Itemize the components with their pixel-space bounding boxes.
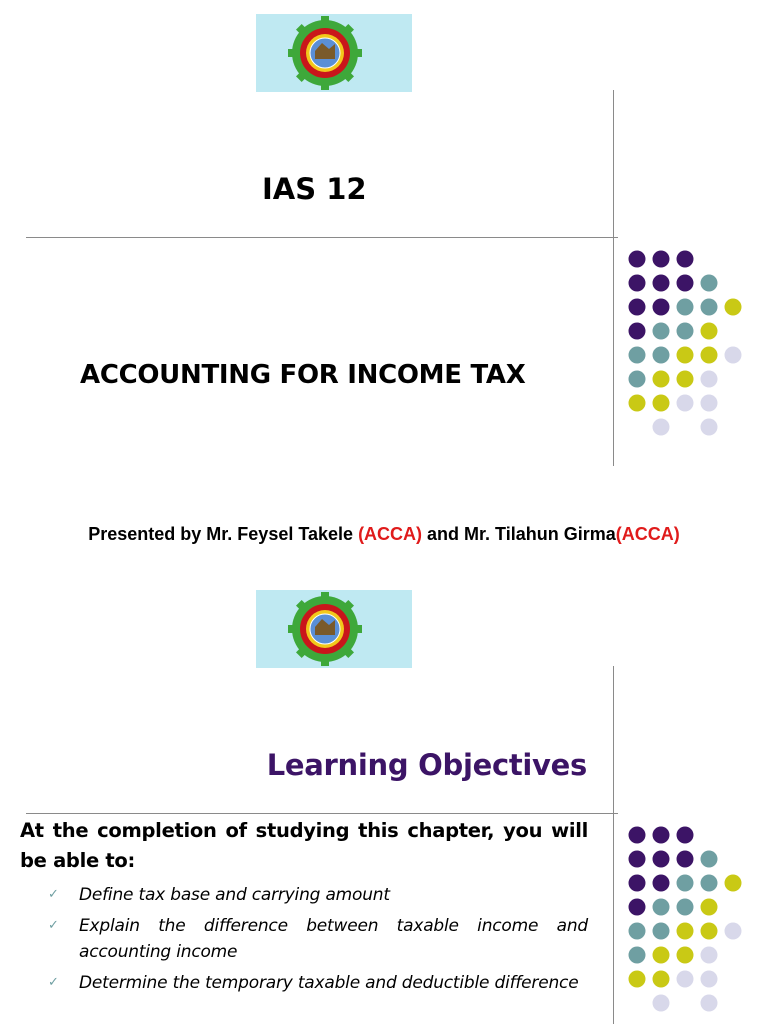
decorative-dot: [653, 251, 670, 268]
decorative-dot: [629, 299, 646, 316]
decorative-dot: [677, 323, 694, 340]
decorative-dot: [725, 923, 742, 940]
decorative-dot: [653, 899, 670, 916]
dot-grid-graphic: [626, 250, 756, 440]
decorative-dot: [629, 371, 646, 388]
checkmark-icon: ✓: [48, 887, 59, 902]
horizontal-divider: [26, 237, 618, 238]
dot-grid-graphic: [626, 826, 756, 1016]
decorative-dot: [677, 275, 694, 292]
horizontal-divider: [26, 813, 618, 814]
decorative-dot: [701, 299, 718, 316]
decorative-dot: [677, 827, 694, 844]
decorative-dot: [701, 995, 718, 1012]
decorative-dot: [629, 827, 646, 844]
presenter-credential-2: (ACCA): [615, 524, 680, 544]
intro-paragraph: At the completion of studying this chapter, you will be able to:: [20, 819, 588, 872]
decorative-dot: [701, 275, 718, 292]
decorative-dot: [629, 251, 646, 268]
decorative-dot: [701, 971, 718, 988]
institution-logo: [256, 14, 412, 92]
decorative-dot: [677, 371, 694, 388]
presenter-middle: and Mr. Tilahun Girma: [422, 524, 616, 544]
slide-title: IAS 12: [262, 172, 367, 206]
decorative-dot: [677, 347, 694, 364]
decorative-dot: [629, 947, 646, 964]
decorative-dot: [677, 251, 694, 268]
decorative-dot: [701, 419, 718, 436]
decorative-dot: [653, 371, 670, 388]
decorative-dot: [629, 323, 646, 340]
decorative-dot: [701, 347, 718, 364]
vertical-divider: [613, 666, 614, 1024]
decorative-dot: [653, 971, 670, 988]
list-item: [48, 913, 588, 965]
list-item: [48, 970, 588, 996]
decorative-dot: [677, 299, 694, 316]
decorative-dot: [653, 875, 670, 892]
decorative-dot: [677, 875, 694, 892]
decorative-dot: [653, 347, 670, 364]
decorative-dot: [677, 899, 694, 916]
slide-heading: Learning Objectives: [266, 748, 587, 782]
decorative-dot: [701, 923, 718, 940]
learning-objectives-slide: [0, 580, 768, 1024]
decorative-dot: [653, 851, 670, 868]
list-item: [48, 882, 588, 908]
decorative-dot: [629, 395, 646, 412]
decorative-dot: [629, 347, 646, 364]
decorative-dot: [677, 971, 694, 988]
decorative-dot: [629, 899, 646, 916]
decorative-dot: [677, 851, 694, 868]
presenter-credential-1: (ACCA): [358, 524, 423, 544]
decorative-dot: [701, 395, 718, 412]
decorative-dot: [653, 395, 670, 412]
decorative-dot: [653, 923, 670, 940]
decorative-dot: [629, 851, 646, 868]
decorative-dot: [629, 923, 646, 940]
decorative-dot: [725, 875, 742, 892]
decorative-dot: [653, 419, 670, 436]
decorative-dot: [629, 875, 646, 892]
decorative-dot: [653, 275, 670, 292]
institution-logo: [256, 590, 412, 668]
objective-text: Define tax base and carrying amount: [79, 885, 390, 905]
decorative-dot: [653, 995, 670, 1012]
checkmark-icon: ✓: [48, 918, 59, 933]
objective-text: Determine the temporary taxable and deductible difference: [79, 973, 579, 993]
decorative-dot: [701, 851, 718, 868]
decorative-dot: [629, 275, 646, 292]
slide-subtitle: ACCOUNTING FOR INCOME TAX: [80, 360, 526, 390]
decorative-dot: [677, 923, 694, 940]
decorative-dot: [629, 971, 646, 988]
objectives-list: [48, 882, 588, 1001]
presenter-line: [0, 524, 768, 545]
decorative-dot: [653, 947, 670, 964]
decorative-dot: [701, 875, 718, 892]
decorative-dot: [653, 299, 670, 316]
decorative-dot: [701, 899, 718, 916]
decorative-dot: [677, 395, 694, 412]
decorative-dot: [653, 323, 670, 340]
decorative-dot: [677, 947, 694, 964]
decorative-dot-grid: [626, 826, 756, 1016]
objective-text: Explain the difference between taxable income and accounting income: [79, 916, 588, 962]
decorative-dot: [725, 299, 742, 316]
gear-seal-icon: [256, 14, 412, 92]
checkmark-icon: ✓: [48, 975, 59, 990]
presenter-prefix: Presented by Mr. Feysel Takele: [88, 524, 359, 544]
decorative-dot: [701, 947, 718, 964]
decorative-dot: [701, 323, 718, 340]
gear-seal-icon: [256, 590, 412, 668]
vertical-divider: [613, 90, 614, 466]
decorative-dot-grid: [626, 250, 756, 440]
decorative-dot: [725, 347, 742, 364]
decorative-dot: [701, 371, 718, 388]
decorative-dot: [653, 827, 670, 844]
